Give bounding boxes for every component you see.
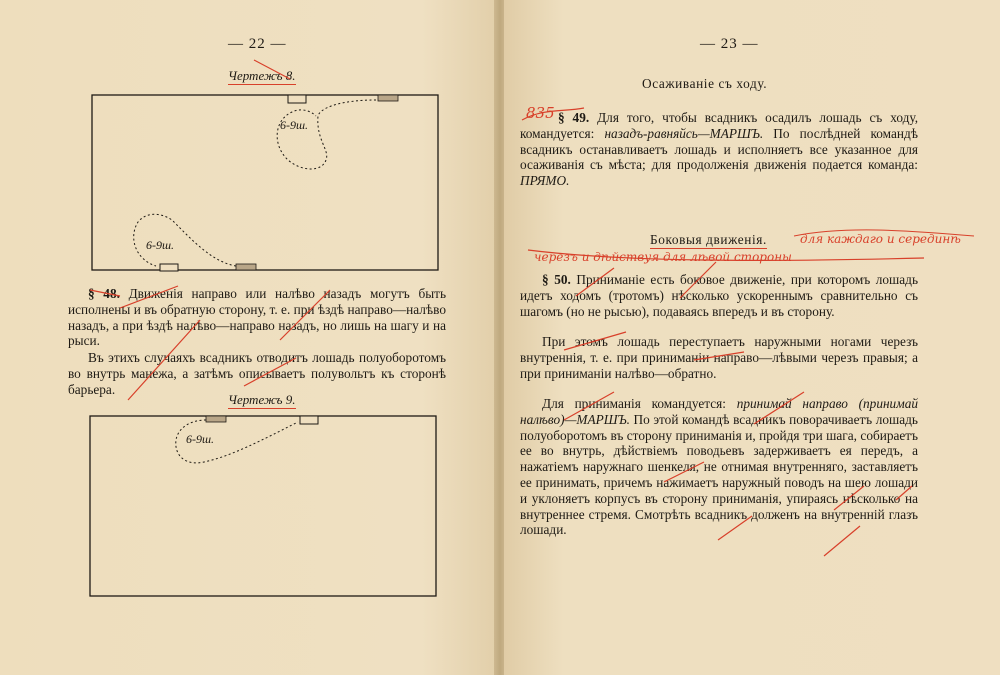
page-number-left: — 22 — <box>228 36 287 52</box>
heading-backing: Осаживаніе съ ходу. <box>642 76 768 91</box>
right-page <box>504 0 1000 675</box>
left-page <box>0 0 496 675</box>
paragraph-48b: Въ этихъ случаяхъ всадникъ отводитъ лошадь полуоборотомъ во внутрь манежа, а затѣмъ описываетъ полувольтъ къ сторонѣ барьера. <box>68 350 446 397</box>
figure8-caption: Чертежъ 8. <box>228 68 296 83</box>
page-number-right: — 23 — <box>700 36 759 52</box>
paragraph-50: § 50. Приниманіе есть боковое движеніе, при которомъ лошадь идетъ ходомъ (тротомъ) нѣсколько ускореннымъ сравнительно съ шагомъ (но не рысью), подаваясь впередъ и въ сторону. <box>520 272 919 319</box>
paragraph-50b: При этомъ лошадь переступаетъ наружными ногами черезъ внутреннія, т. е. при приниманіи направо—лѣвыми черезъ правыя; а при приниманіи налѣво—обратно. <box>520 334 918 381</box>
figure8-label-top: 6-9ш. <box>280 118 309 132</box>
handwritten-note-1: для каждаго и серединѣ <box>800 232 961 246</box>
paragraph-49: § 49. Для того, чтобы всадникъ осадилъ лошадь съ ходу, командуется: назадъ-равняйсь—МАРШЪ. По послѣдней командѣ всадникъ останавливаетъ лошадь и исполняетъ все указанное для осаживанія съ мѣста; для продолженія движенія подается команда: ПРЯМО. <box>520 110 919 189</box>
margin-note-49: 835 <box>526 104 555 122</box>
paragraph-50c: Для приниманія командуется: принимай направо (принимай налѣво)—МАРШЪ. По этой командѣ всадникъ поворачиваетъ лошадь полуоборотомъ въ сторону приниманія и, пройдя три шага, собираетъ ее во внутрь, дѣйствіемъ поводьевъ задерживаетъ ея передъ, а нажатіемъ наружнаго шенкеля, не отнимая внутренняго, заставляетъ ее принимать, причемъ нажимаетъ наружный поводъ на шею лошади и уклоняетъ корпусъ въ сторону приниманія, упираясь нѣсколько на внутреннее стремя. Смотрѣть всадникъ долженъ на внутренній глазъ лошади. <box>520 396 918 538</box>
paragraph-48: § 48. Движенія направо или налѣво назадъ могутъ быть исполнены и въ обратную сторону, т. е. при ѣздѣ направо—налѣво назадъ, а при ѣздѣ налѣво—направо назадъ, но лишь на шагу и на рыси. <box>68 286 447 349</box>
handwritten-note-2: черезъ и дѣйствуя для лѣвой стороны <box>534 250 792 264</box>
heading-lateral: Боковыя движенія. <box>650 232 767 247</box>
figure9-caption: Чертежъ 9. <box>228 392 296 407</box>
figure8-label-bottom: 6-9ш. <box>146 238 175 252</box>
figure9-label: 6-9ш. <box>186 432 215 446</box>
